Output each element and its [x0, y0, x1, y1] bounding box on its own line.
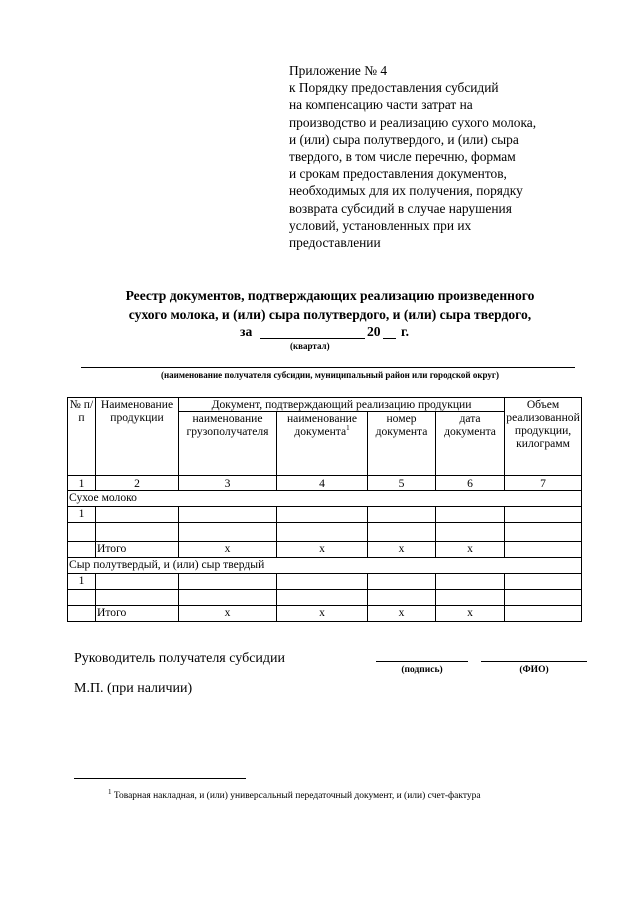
total-x: x: [179, 606, 277, 622]
appendix-line: и (или) сыра полутвердого, и (или) сыра: [289, 131, 519, 147]
section-dry-milk: Сухое молоко: [68, 491, 582, 507]
row-number: 1: [68, 507, 96, 523]
col-number: 3: [179, 476, 277, 491]
quarter-blank: [260, 338, 365, 339]
col-number: 1: [68, 476, 96, 491]
header-volume: Объем реализованной продукции, килограмм: [505, 398, 582, 476]
table-cell: [277, 574, 368, 590]
footnote-mark: 1: [108, 787, 112, 796]
table-cell: [436, 574, 505, 590]
total-label: Итого: [96, 606, 179, 622]
signature-blank: [376, 661, 468, 662]
title-line-1: Реестр документов, подтверждающих реализацию произведенного: [125, 288, 535, 303]
table-cell: [436, 523, 505, 542]
table-cell: [68, 590, 96, 606]
total-x: x: [368, 542, 436, 558]
table-cell: [277, 507, 368, 523]
appendix-line: и срокам предоставления документов,: [289, 166, 507, 182]
row-number: 1: [68, 574, 96, 590]
recipient-caption: (наименование получателя субсидии, муниципальный район или городской округ): [160, 370, 500, 380]
appendix-line: предоставлении: [289, 235, 381, 251]
header-product-name: Наименование продукции: [96, 398, 179, 476]
header-doc-name-text: наименование документа: [286, 412, 358, 438]
signature-caption: (подпись): [401, 665, 443, 675]
total-x: x: [368, 606, 436, 622]
col-number: 2: [96, 476, 179, 491]
header-no: № п/п: [68, 398, 96, 476]
table-cell: [96, 507, 179, 523]
appendix-line: условий, установленных при их: [289, 217, 472, 233]
table-cell: [505, 606, 582, 622]
section-cheese: Сыр полутвердый, и (или) сыр твердый: [68, 558, 582, 574]
total-x: x: [436, 606, 505, 622]
total-label: Итого: [96, 542, 179, 558]
table-cell: [505, 590, 582, 606]
appendix-line: возврата субсидий в случае нарушения: [289, 200, 512, 216]
appendix-line: твердого, в том числе перечню, формам: [289, 149, 516, 165]
appendix-line: на компенсацию части затрат на: [289, 97, 473, 113]
fio-blank: [481, 661, 587, 662]
appendix-line: к Порядку предоставления субсидий: [289, 80, 499, 96]
table-cell: [368, 523, 436, 542]
footnote-text: Товарная накладная, и (или) универсальный передаточный документ, и (или) счет-фактура: [113, 791, 481, 801]
fio-caption: (ФИО): [519, 665, 549, 675]
total-x: x: [179, 542, 277, 558]
seal-label: М.П. (при наличии): [74, 681, 193, 696]
appendix-header: [289, 62, 589, 251]
quarter-caption: (квартал): [290, 341, 330, 351]
period-g: г.: [401, 324, 410, 339]
footnote-ref: 1: [346, 424, 350, 433]
table-cell: [68, 606, 96, 622]
header-doc-date: дата документа: [436, 412, 505, 476]
table-cell: [96, 523, 179, 542]
header-document: Документ, подтверждающий реализацию продукции: [179, 398, 505, 412]
table-cell: [68, 523, 96, 542]
table-cell: [179, 590, 277, 606]
total-x: x: [277, 606, 368, 622]
header-doc-number: номер документа: [368, 412, 436, 476]
table-cell: [277, 590, 368, 606]
period-year: 20: [367, 324, 381, 339]
appendix-line: производство и реализацию сухого молока,: [289, 114, 537, 130]
footnote: [108, 787, 481, 801]
appendix-line: Приложение № 4: [289, 63, 388, 78]
table-cell: [368, 507, 436, 523]
table-cell: [436, 590, 505, 606]
col-number: 6: [436, 476, 505, 491]
footnote-divider: [74, 778, 246, 779]
table-cell: [68, 542, 96, 558]
header-doc-name: [277, 412, 368, 476]
table-cell: [436, 507, 505, 523]
table-cell: [505, 507, 582, 523]
col-number: 7: [505, 476, 582, 491]
recipient-blank: [81, 367, 575, 368]
table-cell: [505, 523, 582, 542]
table-cell: [505, 542, 582, 558]
table-cell: [368, 590, 436, 606]
table-cell: [96, 574, 179, 590]
registry-table: [67, 397, 582, 622]
document-title: [60, 287, 600, 324]
table-cell: [277, 523, 368, 542]
head-of-recipient-label: Руководитель получателя субсидии: [74, 651, 286, 666]
table-cell: [96, 590, 179, 606]
table-cell: [179, 507, 277, 523]
header-consignee: наименование грузополучателя: [179, 412, 277, 476]
appendix-line: необходимых для их получения, порядку: [289, 183, 523, 199]
table-cell: [179, 574, 277, 590]
col-number: 5: [368, 476, 436, 491]
total-x: x: [436, 542, 505, 558]
col-number: 4: [277, 476, 368, 491]
table-cell: [505, 574, 582, 590]
table-cell: [179, 523, 277, 542]
period-za: за: [240, 324, 253, 339]
year-blank: [383, 338, 396, 339]
table-cell: [368, 574, 436, 590]
title-line-2: сухого молока, и (или) сыра полутвердого, и (или) сыра твердого,: [128, 306, 532, 322]
total-x: x: [277, 542, 368, 558]
